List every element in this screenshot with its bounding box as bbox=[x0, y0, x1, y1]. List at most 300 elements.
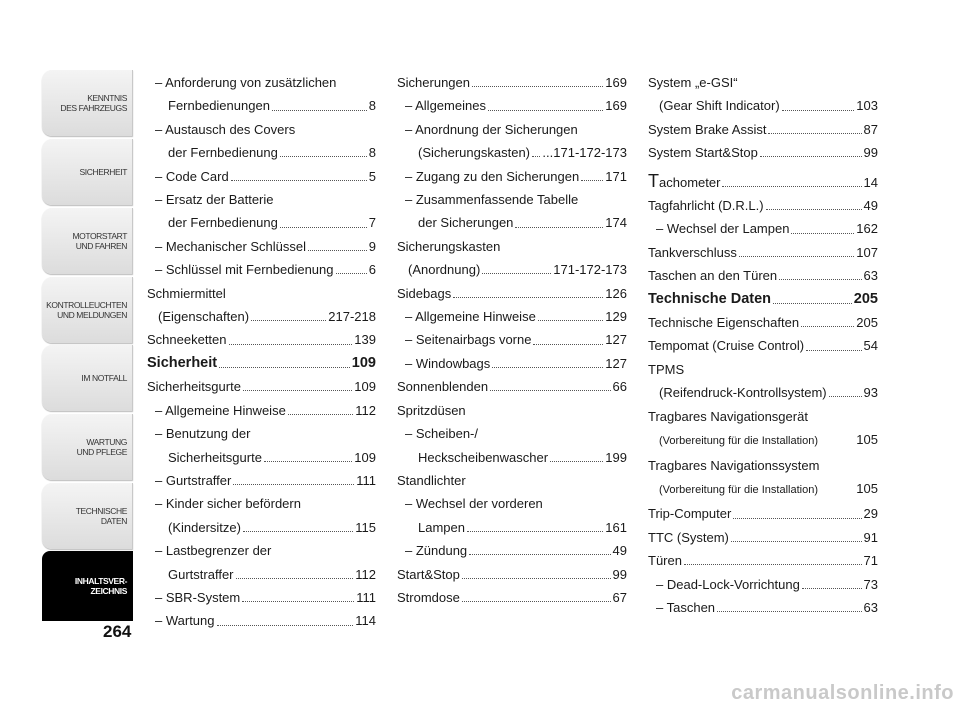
page-reference[interactable]: 171 bbox=[605, 168, 627, 184]
entry-label: – Allgemeines bbox=[405, 98, 486, 114]
page-reference[interactable]: 161 bbox=[605, 519, 627, 535]
index-line bbox=[397, 352, 627, 375]
dot-leader bbox=[462, 578, 611, 579]
index-entry bbox=[147, 609, 376, 632]
page-reference[interactable]: 29 bbox=[863, 506, 878, 522]
chapter-tab[interactable]: KONTROLLEUCHTEN UND MELDUNGEN bbox=[42, 277, 133, 343]
index-entry bbox=[648, 526, 878, 549]
page-reference[interactable]: 6 bbox=[368, 262, 376, 278]
index-entry bbox=[147, 469, 376, 492]
dot-leader bbox=[733, 518, 861, 519]
entry-label: – Scheiben-/ bbox=[405, 426, 478, 442]
index-line bbox=[397, 165, 627, 188]
index-line bbox=[648, 94, 878, 117]
page-reference[interactable]: 127 bbox=[605, 355, 627, 371]
index-line bbox=[397, 258, 627, 281]
page-reference[interactable]: 66 bbox=[612, 379, 627, 395]
dot-leader bbox=[243, 390, 352, 391]
index-line bbox=[147, 516, 376, 539]
page-reference[interactable]: 7 bbox=[368, 215, 376, 231]
index-entry bbox=[147, 118, 376, 165]
index-line bbox=[397, 188, 627, 211]
entry-label: – Wartung bbox=[155, 613, 215, 629]
dot-leader bbox=[490, 390, 610, 391]
dot-leader bbox=[791, 233, 854, 234]
dot-leader bbox=[550, 461, 603, 462]
page-reference[interactable]: 99 bbox=[863, 145, 878, 161]
index-entry bbox=[147, 399, 376, 422]
dot-leader bbox=[768, 133, 861, 134]
page-reference[interactable]: 54 bbox=[863, 338, 878, 354]
page-number: 264 bbox=[103, 622, 132, 641]
index-entry bbox=[397, 375, 627, 398]
index-line bbox=[648, 526, 878, 549]
page-reference[interactable]: 127 bbox=[605, 332, 627, 348]
index-line bbox=[147, 609, 376, 632]
dot-leader bbox=[472, 86, 603, 87]
page-reference[interactable]: 112 bbox=[355, 402, 376, 418]
index-entry bbox=[397, 422, 627, 469]
index-entry bbox=[397, 352, 627, 375]
entry-label: – Zugang zu den Sicherungen bbox=[405, 168, 580, 184]
page-reference[interactable]: 112 bbox=[355, 566, 376, 582]
index-entry bbox=[648, 288, 878, 311]
index-entry bbox=[397, 399, 627, 422]
index-line bbox=[147, 71, 376, 94]
page-reference[interactable]: 109 bbox=[354, 449, 376, 465]
index-line bbox=[648, 596, 878, 619]
index-entry bbox=[397, 328, 627, 351]
dot-leader bbox=[236, 578, 354, 579]
dot-leader bbox=[533, 344, 603, 345]
watermark: carmanualsonline.info bbox=[731, 682, 954, 704]
entry-label: – Wechsel der Lampen bbox=[656, 221, 790, 237]
index-line bbox=[397, 539, 627, 562]
index-entry bbox=[648, 502, 878, 525]
entry-label: – Austausch des Covers bbox=[155, 121, 296, 137]
entry-label: Gurtstraffer bbox=[168, 566, 234, 582]
dot-leader bbox=[219, 367, 350, 368]
chapter-tab[interactable]: MOTORSTART UND FAHREN bbox=[42, 208, 133, 274]
page-reference[interactable]: 99 bbox=[612, 566, 627, 582]
page-reference[interactable]: 217-218 bbox=[328, 309, 376, 325]
page-reference[interactable]: 8 bbox=[368, 145, 376, 161]
page-reference[interactable]: 63 bbox=[863, 268, 878, 284]
dot-leader bbox=[280, 227, 367, 228]
dot-leader bbox=[739, 256, 854, 257]
index-entry bbox=[397, 539, 627, 562]
entry-label: – Benutzung der bbox=[155, 426, 251, 442]
index-line bbox=[648, 194, 878, 217]
entry-label: Sicherungen bbox=[397, 75, 470, 90]
index-entry bbox=[147, 235, 376, 258]
entry-label: Standlichter bbox=[397, 472, 466, 488]
index-entry bbox=[147, 165, 376, 188]
index-line bbox=[648, 288, 878, 311]
index-entry bbox=[397, 586, 627, 609]
section-letter: T bbox=[648, 170, 659, 191]
dot-leader bbox=[532, 156, 540, 157]
page-reference[interactable]: 139 bbox=[354, 332, 376, 348]
dot-leader bbox=[806, 350, 861, 351]
entry-label: Schneeketten bbox=[147, 332, 227, 348]
dot-leader bbox=[272, 110, 367, 111]
entry-label: Spritzdüsen bbox=[397, 402, 466, 418]
entry-label: – Lastbegrenzer der bbox=[155, 543, 272, 559]
index-line bbox=[648, 477, 878, 502]
page-reference[interactable]: 171-172-173 bbox=[553, 262, 627, 278]
entry-label: – Gurtstraffer bbox=[155, 472, 232, 488]
dot-leader bbox=[779, 279, 861, 280]
dot-leader bbox=[467, 531, 603, 532]
index-line bbox=[648, 405, 878, 428]
index-line bbox=[397, 492, 627, 515]
index-entry bbox=[147, 71, 376, 118]
index-column-1 bbox=[147, 71, 376, 633]
index-entry bbox=[147, 586, 376, 609]
entry-label: Schmiermittel bbox=[147, 285, 226, 301]
index-line bbox=[147, 235, 376, 258]
index-line bbox=[397, 516, 627, 539]
index-line bbox=[397, 399, 627, 422]
page-reference[interactable]: 162 bbox=[856, 221, 878, 237]
index-line bbox=[648, 428, 878, 453]
index-line bbox=[397, 422, 627, 445]
chapter-tab[interactable]: WARTUNG UND PFLEGE bbox=[42, 414, 133, 480]
dot-leader bbox=[453, 297, 603, 298]
entry-label: – Schlüssel mit Fernbedienung bbox=[155, 262, 334, 278]
entry-label: – Code Card bbox=[155, 168, 229, 184]
dot-leader bbox=[229, 344, 353, 345]
page-reference[interactable]: 87 bbox=[863, 121, 878, 137]
index-line bbox=[397, 305, 627, 328]
index-entry bbox=[147, 188, 376, 235]
entry-label: Start&Stop bbox=[397, 566, 460, 582]
page-reference[interactable]: 8 bbox=[368, 98, 376, 114]
entry-label: – Anforderung von zusätzlichen bbox=[155, 75, 337, 90]
index-entry bbox=[648, 241, 878, 264]
page-reference[interactable]: 91 bbox=[863, 529, 878, 545]
index-line bbox=[147, 211, 376, 234]
entry-label: Sicherheitsgurte bbox=[168, 449, 262, 465]
page-reference[interactable]: 205 bbox=[853, 290, 878, 307]
index-line bbox=[648, 311, 878, 334]
index-entry bbox=[648, 118, 878, 141]
index-line bbox=[147, 282, 376, 305]
entry-label: der Fernbedienung bbox=[168, 145, 278, 161]
dot-leader bbox=[469, 554, 610, 555]
index-line bbox=[648, 264, 878, 287]
dot-leader bbox=[717, 611, 862, 612]
index-entry bbox=[648, 171, 878, 194]
entry-label: Tachometer bbox=[648, 170, 721, 191]
entry-label: (Anordnung) bbox=[408, 262, 481, 278]
index-entry bbox=[147, 258, 376, 281]
chapter-tab[interactable]: INHALTSVER- ZEICHNIS bbox=[42, 551, 133, 621]
entry-label: Heckscheibenwascher bbox=[418, 449, 549, 465]
index-line bbox=[397, 118, 627, 141]
index-line bbox=[648, 171, 878, 194]
index-line bbox=[397, 375, 627, 398]
index-line bbox=[648, 549, 878, 572]
index-entry bbox=[648, 596, 878, 619]
index-entry bbox=[648, 549, 878, 572]
entry-label: System „e-GSI“ bbox=[648, 75, 738, 90]
index-line bbox=[648, 241, 878, 264]
index-entry bbox=[397, 305, 627, 328]
index-line bbox=[397, 282, 627, 305]
entry-label: – Taschen bbox=[656, 599, 716, 615]
dot-leader bbox=[515, 227, 603, 228]
index-line bbox=[397, 469, 627, 492]
entry-label: Sidebags bbox=[397, 285, 452, 301]
entry-label: – Windowbags bbox=[405, 355, 491, 371]
index-line bbox=[147, 563, 376, 586]
entry-label: (Vorbereitung für die Installation) bbox=[659, 435, 818, 448]
dot-leader bbox=[336, 273, 367, 274]
page-reference[interactable]: 111 bbox=[356, 472, 376, 488]
chapter-tab[interactable]: IM NOTFALL bbox=[42, 345, 133, 411]
index-entry bbox=[147, 352, 376, 375]
entry-label: Tempomat (Cruise Control) bbox=[648, 338, 805, 354]
index-entry bbox=[648, 264, 878, 287]
index-line bbox=[648, 502, 878, 525]
index-entry bbox=[648, 71, 878, 118]
index-entry bbox=[147, 282, 376, 329]
index-line bbox=[147, 258, 376, 281]
page-reference[interactable]: 169 bbox=[605, 75, 627, 90]
index-line bbox=[648, 381, 878, 404]
entry-label: Fernbedienungen bbox=[168, 98, 270, 114]
dot-leader bbox=[288, 414, 353, 415]
page-reference[interactable]: 93 bbox=[863, 385, 878, 401]
entry-label: – Dead-Lock-Vorrichtung bbox=[656, 576, 800, 592]
page-reference[interactable]: 115 bbox=[355, 519, 376, 535]
index-line bbox=[397, 446, 627, 469]
page-reference[interactable]: 63 bbox=[863, 599, 878, 615]
index-entry bbox=[648, 454, 878, 503]
dot-leader bbox=[488, 110, 603, 111]
index-line bbox=[397, 211, 627, 234]
index-entry bbox=[147, 328, 376, 351]
index-entry bbox=[397, 469, 627, 492]
entry-label: Tagfahrlicht (D.R.L.) bbox=[648, 198, 764, 214]
index-entry bbox=[648, 334, 878, 357]
index-entry bbox=[648, 358, 878, 405]
index-entry bbox=[397, 188, 627, 235]
dot-leader bbox=[829, 396, 862, 397]
index-line bbox=[147, 94, 376, 117]
entry-label: – Ersatz der Batterie bbox=[155, 192, 274, 208]
index-line bbox=[147, 375, 376, 398]
entry-label: (Sicherungskasten) bbox=[418, 145, 530, 161]
page-reference[interactable]: 105 bbox=[856, 432, 878, 448]
entry-label: Technische Daten bbox=[648, 290, 772, 307]
page-reference[interactable]: 49 bbox=[863, 198, 878, 214]
index-line bbox=[648, 217, 878, 240]
entry-label: – Allgemeine Hinweise bbox=[405, 309, 536, 325]
page-reference[interactable]: 5 bbox=[368, 168, 376, 184]
chapter-tab[interactable]: TECHNISCHE DATEN bbox=[42, 483, 133, 549]
entry-label: Trip-Computer bbox=[648, 506, 732, 522]
entry-label: – Zusammenfassende Tabelle bbox=[405, 192, 579, 208]
dot-leader bbox=[308, 250, 367, 251]
dot-leader bbox=[773, 303, 852, 304]
page-reference[interactable]: 103 bbox=[856, 98, 878, 114]
entry-label: Lampen bbox=[418, 519, 465, 535]
index-line bbox=[147, 492, 376, 515]
entry-label: der Sicherungen bbox=[418, 215, 514, 231]
page-reference[interactable]: ...171-172-173 bbox=[542, 145, 627, 161]
index-line bbox=[147, 539, 376, 562]
index-line bbox=[147, 305, 376, 328]
index-line bbox=[147, 118, 376, 141]
index-line bbox=[397, 235, 627, 258]
entry-label: Sicherheitsgurte bbox=[147, 379, 241, 395]
entry-label: Tragbares Navigationssystem bbox=[648, 457, 820, 473]
dot-leader bbox=[731, 541, 862, 542]
page-reference[interactable]: 174 bbox=[605, 215, 627, 231]
chapter-tab[interactable]: SICHERHEIT bbox=[42, 139, 133, 205]
entry-label: TPMS bbox=[648, 361, 685, 377]
dot-leader bbox=[231, 180, 367, 181]
dot-leader bbox=[251, 320, 326, 321]
dot-leader bbox=[243, 531, 353, 532]
page-reference[interactable]: 109 bbox=[351, 354, 376, 371]
index-line bbox=[147, 328, 376, 351]
entry-label: (Reifendruck-Kontrollsystem) bbox=[659, 385, 827, 401]
index-line bbox=[147, 422, 376, 445]
index-entry bbox=[648, 217, 878, 240]
entry-label: – Anordnung der Sicherungen bbox=[405, 121, 578, 137]
entry-label: (Vorbereitung für die Installation) bbox=[659, 483, 818, 496]
entry-label: System Start&Stop bbox=[648, 145, 758, 161]
page-reference[interactable]: 105 bbox=[856, 480, 878, 496]
index-line bbox=[397, 586, 627, 609]
entry-label: Stromdose bbox=[397, 589, 460, 605]
entry-label: (Gear Shift Indicator) bbox=[659, 98, 780, 114]
entry-label: Sonnenblenden bbox=[397, 379, 489, 395]
dot-leader bbox=[462, 601, 611, 602]
dot-leader bbox=[482, 273, 551, 274]
page-reference[interactable]: 199 bbox=[605, 449, 627, 465]
entry-label: – Allgemeine Hinweise bbox=[155, 402, 286, 418]
index-entry bbox=[397, 492, 627, 539]
dot-leader bbox=[760, 156, 862, 157]
entry-label: – SBR-System bbox=[155, 589, 241, 605]
entry-label: Tragbares Navigationsgerät bbox=[648, 408, 808, 424]
entry-label: (Eigenschaften) bbox=[158, 309, 250, 325]
dot-leader bbox=[801, 326, 854, 327]
index-line bbox=[397, 141, 627, 164]
index-line bbox=[147, 586, 376, 609]
dot-leader bbox=[233, 484, 354, 485]
page-reference[interactable]: 109 bbox=[354, 379, 376, 395]
index-line bbox=[648, 454, 878, 477]
index-line bbox=[648, 358, 878, 381]
index-line bbox=[147, 352, 376, 375]
dot-leader bbox=[581, 180, 603, 181]
index-column-2 bbox=[397, 71, 627, 609]
index-entry bbox=[147, 492, 376, 539]
page-reference[interactable]: 71 bbox=[863, 553, 878, 569]
page-reference[interactable]: 73 bbox=[863, 576, 878, 592]
index-line bbox=[648, 573, 878, 596]
entry-label: System Brake Assist bbox=[648, 121, 767, 137]
dot-leader bbox=[264, 461, 352, 462]
page-reference[interactable]: 111 bbox=[356, 589, 376, 605]
index-line bbox=[147, 165, 376, 188]
index-entry bbox=[648, 311, 878, 334]
entry-label: – Zündung bbox=[405, 543, 468, 559]
index-line bbox=[397, 328, 627, 351]
index-line bbox=[147, 141, 376, 164]
page-reference[interactable]: 169 bbox=[605, 98, 627, 114]
entry-label: – Kinder sicher befördern bbox=[155, 496, 301, 512]
entry-label: Türen bbox=[648, 553, 682, 569]
index-line bbox=[147, 399, 376, 422]
dot-leader bbox=[538, 320, 604, 321]
index-line bbox=[397, 563, 627, 586]
entry-label: – Seitenairbags vorne bbox=[405, 332, 532, 348]
index-entry bbox=[397, 118, 627, 165]
index-line bbox=[648, 118, 878, 141]
index-line bbox=[648, 141, 878, 164]
index-entry bbox=[397, 165, 627, 188]
page-reference[interactable]: 9 bbox=[368, 238, 376, 254]
index-line bbox=[397, 94, 627, 117]
dot-leader bbox=[802, 588, 862, 589]
entry-label: – Wechsel der vorderen bbox=[405, 496, 543, 512]
entry-label: Sicherheit bbox=[147, 354, 218, 371]
chapter-tab[interactable]: KENNTNIS DES FAHRZEUGS bbox=[42, 70, 133, 136]
index-column-3 bbox=[648, 71, 878, 619]
index-entry bbox=[648, 194, 878, 217]
index-entry bbox=[397, 235, 627, 282]
page-reference[interactable]: 14 bbox=[863, 174, 878, 190]
index-entry bbox=[397, 563, 627, 586]
entry-label: der Fernbedienung bbox=[168, 215, 278, 231]
page-reference[interactable]: 126 bbox=[605, 285, 627, 301]
index-line bbox=[147, 446, 376, 469]
dot-leader bbox=[492, 367, 603, 368]
dot-leader bbox=[722, 186, 861, 187]
page-reference[interactable]: 129 bbox=[605, 309, 627, 325]
entry-label: Sicherungskasten bbox=[397, 238, 501, 254]
dot-leader bbox=[684, 564, 862, 565]
page-reference[interactable]: 49 bbox=[612, 543, 627, 559]
entry-label: Tankverschluss bbox=[648, 244, 737, 260]
page-reference[interactable]: 67 bbox=[612, 589, 627, 605]
index-entry bbox=[147, 422, 376, 469]
index-line bbox=[147, 188, 376, 211]
page-reference[interactable]: 114 bbox=[355, 613, 376, 629]
index-line bbox=[147, 469, 376, 492]
entry-label: – Mechanischer Schlüssel bbox=[155, 238, 307, 254]
page-reference[interactable]: 107 bbox=[856, 244, 878, 260]
page-reference[interactable]: 205 bbox=[856, 315, 878, 331]
index-line bbox=[648, 71, 878, 94]
index-entry bbox=[397, 71, 627, 94]
index-entry bbox=[397, 282, 627, 305]
dot-leader bbox=[766, 209, 862, 210]
entry-label: (Kindersitze) bbox=[168, 519, 241, 535]
entry-label: Technische Eigenschaften bbox=[648, 315, 800, 331]
index-entry bbox=[648, 405, 878, 454]
dot-leader bbox=[782, 110, 855, 111]
index-entry bbox=[147, 539, 376, 586]
index-entry bbox=[397, 94, 627, 117]
